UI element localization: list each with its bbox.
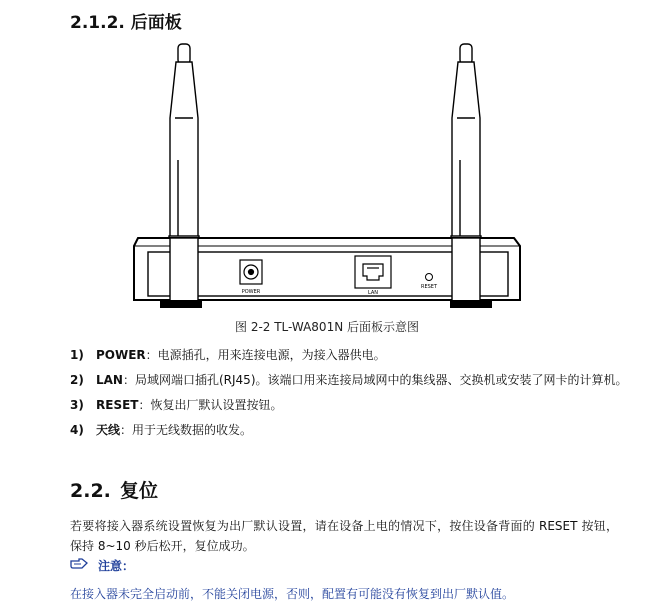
note-heading: 注意： <box>70 557 134 574</box>
lan-port <box>355 256 391 288</box>
section-heading: 2.1.2. 后面板 <box>70 13 182 33</box>
port-description-list <box>70 346 630 446</box>
figure-caption: 图 2-2 TL-WA801N 后面板示意图 <box>235 320 419 334</box>
note-text: 在接入器未完全启动前，不能关闭电源，否则，配置有可能没有恢复到出厂默认值。 <box>70 587 515 601</box>
router-rear-illustration <box>120 40 540 320</box>
reset-paragraph: 若要将接入器系统设置恢复为出厂默认设置，请在设备上电的情况下，按住设备背面的 RESET 按钮，保持 8~10 秒后松开，复位成功。 <box>70 519 618 553</box>
section-heading-reset: 2.2. 复位 <box>70 480 159 502</box>
reset-button <box>426 274 433 281</box>
right-antenna <box>449 44 483 270</box>
rear-panel-figure <box>120 40 540 320</box>
hand-pointer-icon <box>70 558 88 573</box>
list-item: 1) POWER：电源插孔，用来连接电源，为接入器供电。 <box>70 348 386 362</box>
list-item: 2) LAN：局域网端口插孔(RJ45)。该端口用来连接局域网中的集线器、交换机或安装了网卡的计算机。 <box>70 373 628 387</box>
reset-button-label: RESET <box>420 284 438 290</box>
list-item: 4) 天线：用于无线数据的收发。 <box>70 423 253 437</box>
left-antenna <box>167 44 201 270</box>
power-port-label: POWER <box>241 289 261 295</box>
power-jack <box>240 260 262 284</box>
lan-port-label: LAN <box>367 290 379 296</box>
list-item: 3) RESET：恢复出厂默认设置按钮。 <box>70 398 283 412</box>
